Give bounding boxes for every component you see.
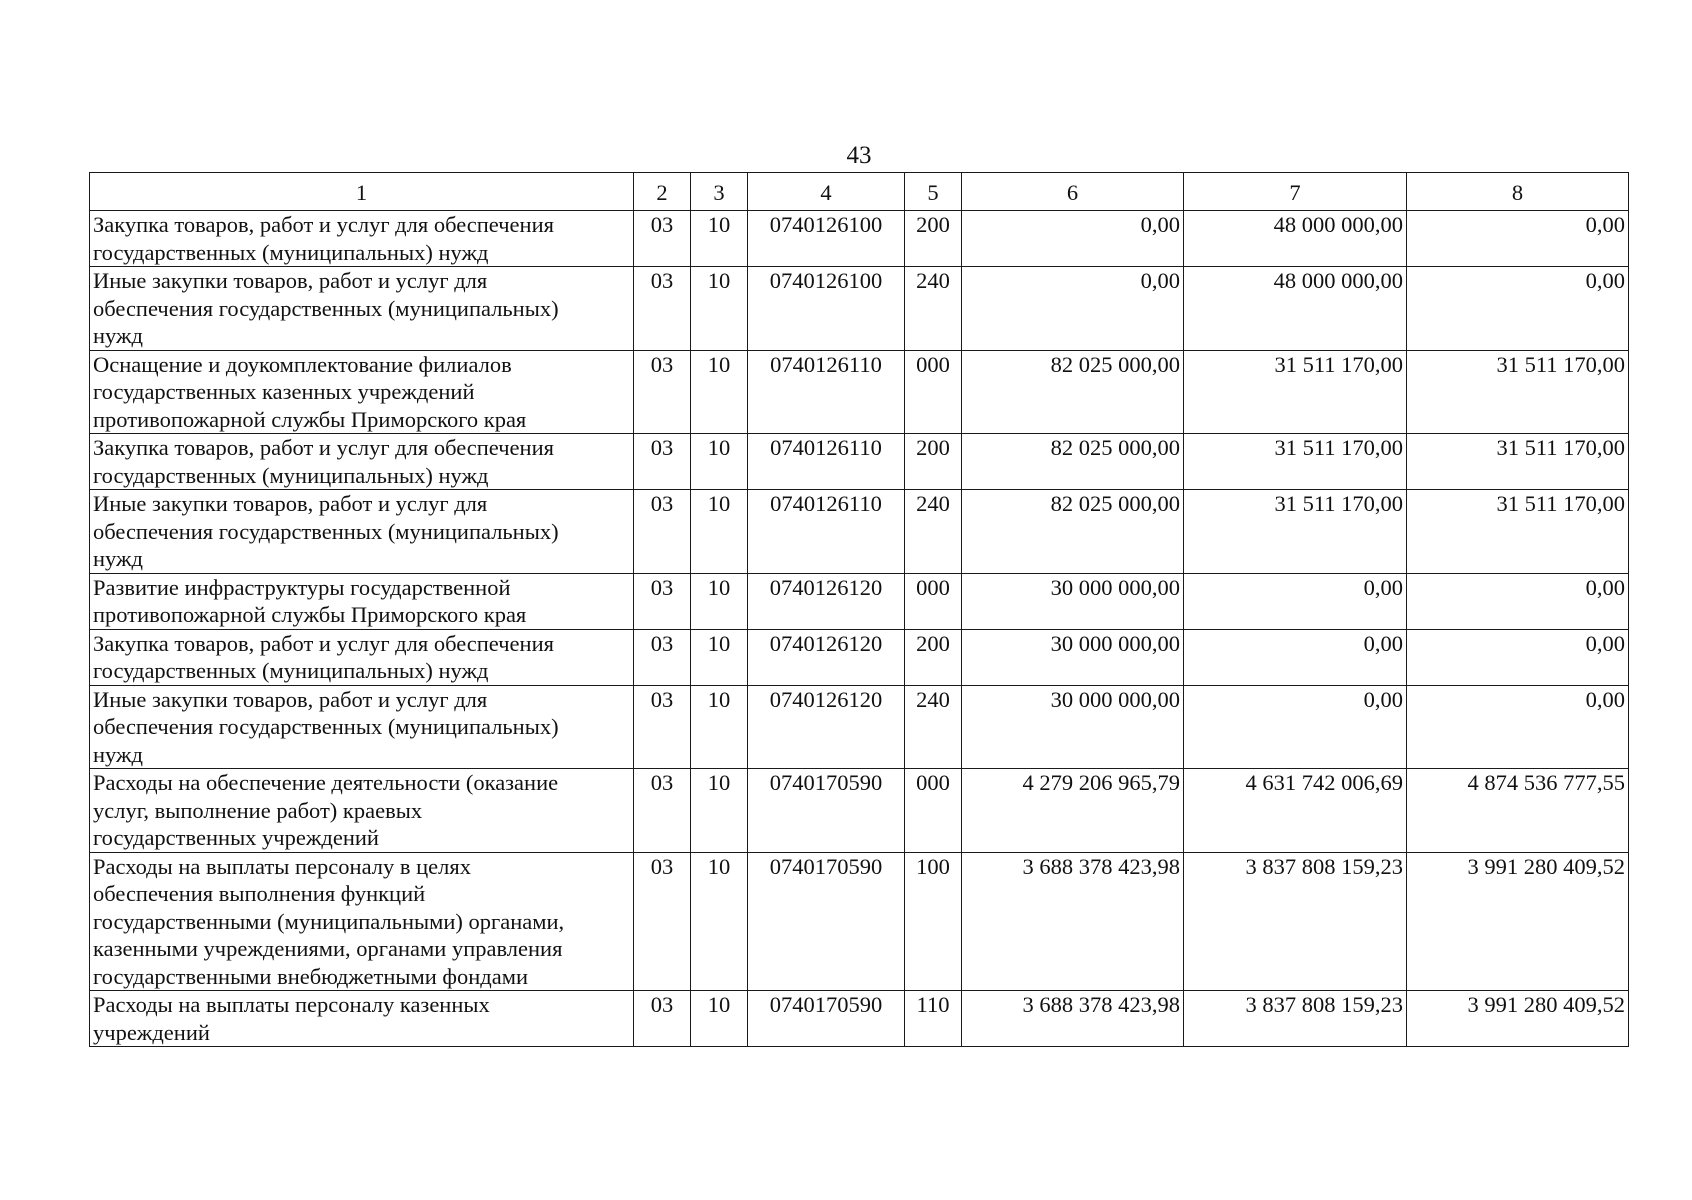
- expense-name-line: обеспечения государственных (муниципальных): [93, 714, 559, 739]
- column-header: 3: [691, 173, 748, 211]
- table-body: [90, 211, 1629, 1047]
- subsection-code-cell: 10: [691, 629, 748, 685]
- expense-name-line: государственных учреждений: [93, 825, 379, 850]
- column-header: 7: [1184, 173, 1407, 211]
- expense-name-line: обеспечения государственных (муниципальных): [93, 518, 559, 544]
- expense-name-line: нужд: [93, 323, 143, 348]
- column-header: 1: [90, 173, 634, 211]
- expense-name-cell: [90, 490, 634, 574]
- target-article-code-cell: 0740126120: [748, 685, 905, 769]
- amount-year-3-cell: 0,00: [1407, 685, 1629, 769]
- expense-name-line: Развитие инфраструктуры государственной: [93, 574, 511, 600]
- amount-year-2-cell: 31 511 170,00: [1184, 490, 1407, 574]
- amount-year-3-cell: 4 874 536 777,55: [1407, 769, 1629, 853]
- section-code-cell: 03: [634, 434, 691, 490]
- subsection-code-cell: 10: [691, 769, 748, 853]
- expense-name-line: государственных (муниципальных) нужд: [93, 239, 489, 265]
- target-article-code-cell: 0740170590: [748, 991, 905, 1047]
- amount-year-2-cell: 0,00: [1184, 685, 1407, 769]
- expense-name-line: Расходы на выплаты персоналу в целях: [93, 853, 471, 879]
- section-code-cell: 03: [634, 267, 691, 351]
- header-row: [90, 173, 1629, 211]
- table-row: [90, 769, 1629, 853]
- expense-name-line: государственных (муниципальных) нужд: [93, 462, 489, 488]
- amount-year-3-cell: 3 991 280 409,52: [1407, 991, 1629, 1047]
- expense-name-cell: [90, 434, 634, 490]
- expense-type-code-cell: 000: [905, 350, 962, 434]
- amount-year-2-cell: 48 000 000,00: [1184, 267, 1407, 351]
- expense-name-line: обеспечения выполнения функций: [93, 881, 426, 906]
- target-article-code-cell: 0740126110: [748, 490, 905, 574]
- expense-name-line: учреждений: [93, 1019, 210, 1045]
- table-row: [90, 573, 1629, 629]
- expense-name-line: казенными учреждениями, органами управления: [93, 936, 563, 961]
- expense-name-line: государственными внебюджетными фондами: [93, 963, 529, 989]
- expense-type-code-cell: 240: [905, 685, 962, 769]
- subsection-code-cell: 10: [691, 267, 748, 351]
- expense-name-line: обеспечения государственных (муниципальных): [93, 295, 559, 321]
- target-article-code-cell: 0740126110: [748, 434, 905, 490]
- expense-type-code-cell: 200: [905, 434, 962, 490]
- expense-name-cell: [90, 573, 634, 629]
- amount-year-1-cell: 3 688 378 423,98: [962, 991, 1184, 1047]
- amount-year-1-cell: 82 025 000,00: [962, 490, 1184, 574]
- subsection-code-cell: 10: [691, 685, 748, 769]
- amount-year-1-cell: 0,00: [962, 211, 1184, 267]
- expense-name-line: государственных (муниципальных) нужд: [93, 658, 489, 683]
- target-article-code-cell: 0740126120: [748, 629, 905, 685]
- table-row: [90, 852, 1629, 991]
- expense-name-line: Иные закупки товаров, работ и услуг для: [93, 268, 488, 293]
- expense-name-line: противопожарной службы Приморского края: [93, 602, 527, 627]
- amount-year-1-cell: 30 000 000,00: [962, 573, 1184, 629]
- expense-name-line: Закупка товаров, работ и услуг для обеспечения: [93, 435, 554, 460]
- expense-name-line: нужд: [93, 741, 143, 767]
- subsection-code-cell: 10: [691, 490, 748, 574]
- column-header: 8: [1407, 173, 1629, 211]
- amount-year-1-cell: 4 279 206 965,79: [962, 769, 1184, 853]
- expense-name-cell: [90, 685, 634, 769]
- expense-name-cell: [90, 852, 634, 991]
- section-code-cell: 03: [634, 629, 691, 685]
- section-code-cell: 03: [634, 573, 691, 629]
- table-row: [90, 490, 1629, 574]
- column-header: 4: [748, 173, 905, 211]
- table-row: [90, 267, 1629, 351]
- amount-year-2-cell: 3 837 808 159,23: [1184, 991, 1407, 1047]
- expense-name-line: нужд: [93, 546, 143, 571]
- expense-name-line: Иные закупки товаров, работ и услуг для: [93, 686, 488, 712]
- expense-name-line: государственными (муниципальными) органами,: [93, 908, 565, 934]
- amount-year-1-cell: 0,00: [962, 267, 1184, 351]
- expense-type-code-cell: 000: [905, 573, 962, 629]
- amount-year-3-cell: 0,00: [1407, 211, 1629, 267]
- table-row: [90, 434, 1629, 490]
- table-row: [90, 685, 1629, 769]
- subsection-code-cell: 10: [691, 434, 748, 490]
- section-code-cell: 03: [634, 991, 691, 1047]
- expense-type-code-cell: 240: [905, 267, 962, 351]
- section-code-cell: 03: [634, 769, 691, 853]
- amount-year-3-cell: 31 511 170,00: [1407, 434, 1629, 490]
- amount-year-1-cell: 30 000 000,00: [962, 629, 1184, 685]
- table-row: [90, 350, 1629, 434]
- subsection-code-cell: 10: [691, 573, 748, 629]
- target-article-code-cell: 0740170590: [748, 852, 905, 991]
- expense-name-line: Закупка товаров, работ и услуг для обеспечения: [93, 212, 554, 237]
- section-code-cell: 03: [634, 852, 691, 991]
- expense-name-line: государственных казенных учреждений: [93, 379, 475, 404]
- table-row: [90, 629, 1629, 685]
- expense-name-line: Расходы на обеспечение деятельности (оказание: [93, 770, 559, 795]
- amount-year-3-cell: 0,00: [1407, 629, 1629, 685]
- expense-name-line: Закупка товаров, работ и услуг для обеспечения: [93, 630, 554, 656]
- amount-year-3-cell: 0,00: [1407, 267, 1629, 351]
- expense-type-code-cell: 110: [905, 991, 962, 1047]
- section-code-cell: 03: [634, 350, 691, 434]
- expense-name-cell: [90, 991, 634, 1047]
- amount-year-1-cell: 82 025 000,00: [962, 350, 1184, 434]
- subsection-code-cell: 10: [691, 991, 748, 1047]
- budget-table: [89, 172, 1629, 1047]
- column-header: 5: [905, 173, 962, 211]
- expense-type-code-cell: 240: [905, 490, 962, 574]
- target-article-code-cell: 0740126120: [748, 573, 905, 629]
- target-article-code-cell: 0740126100: [748, 211, 905, 267]
- amount-year-3-cell: 3 991 280 409,52: [1407, 852, 1629, 991]
- expense-name-cell: [90, 350, 634, 434]
- column-header: 2: [634, 173, 691, 211]
- amount-year-1-cell: 3 688 378 423,98: [962, 852, 1184, 991]
- expense-name-cell: [90, 769, 634, 853]
- expense-name-line: противопожарной службы Приморского края: [93, 406, 527, 432]
- target-article-code-cell: 0740170590: [748, 769, 905, 853]
- expense-name-cell: [90, 211, 634, 267]
- subsection-code-cell: 10: [691, 211, 748, 267]
- expense-name-line: Расходы на выплаты персоналу казенных: [93, 992, 490, 1017]
- amount-year-1-cell: 82 025 000,00: [962, 434, 1184, 490]
- table-row: [90, 991, 1629, 1047]
- expense-name-cell: [90, 629, 634, 685]
- amount-year-2-cell: 4 631 742 006,69: [1184, 769, 1407, 853]
- amount-year-2-cell: 31 511 170,00: [1184, 350, 1407, 434]
- subsection-code-cell: 10: [691, 852, 748, 991]
- amount-year-3-cell: 0,00: [1407, 573, 1629, 629]
- expense-type-code-cell: 000: [905, 769, 962, 853]
- amount-year-2-cell: 3 837 808 159,23: [1184, 852, 1407, 991]
- page-number: 43: [846, 142, 872, 169]
- expense-type-code-cell: 200: [905, 629, 962, 685]
- section-code-cell: 03: [634, 211, 691, 267]
- amount-year-2-cell: 0,00: [1184, 573, 1407, 629]
- expense-name-line: услуг, выполнение работ) краевых: [93, 797, 423, 823]
- column-header: 6: [962, 173, 1184, 211]
- table-row: [90, 211, 1629, 267]
- subsection-code-cell: 10: [691, 350, 748, 434]
- amount-year-2-cell: 48 000 000,00: [1184, 211, 1407, 267]
- expense-name-cell: [90, 267, 634, 351]
- expense-type-code-cell: 100: [905, 852, 962, 991]
- amount-year-3-cell: 31 511 170,00: [1407, 350, 1629, 434]
- amount-year-3-cell: 31 511 170,00: [1407, 490, 1629, 574]
- section-code-cell: 03: [634, 490, 691, 574]
- target-article-code-cell: 0740126100: [748, 267, 905, 351]
- amount-year-1-cell: 30 000 000,00: [962, 685, 1184, 769]
- amount-year-2-cell: 0,00: [1184, 629, 1407, 685]
- target-article-code-cell: 0740126110: [748, 350, 905, 434]
- expense-name-line: Оснащение и доукомплектование филиалов: [93, 351, 512, 377]
- section-code-cell: 03: [634, 685, 691, 769]
- amount-year-2-cell: 31 511 170,00: [1184, 434, 1407, 490]
- expense-type-code-cell: 200: [905, 211, 962, 267]
- expense-name-line: Иные закупки товаров, работ и услуг для: [93, 491, 488, 516]
